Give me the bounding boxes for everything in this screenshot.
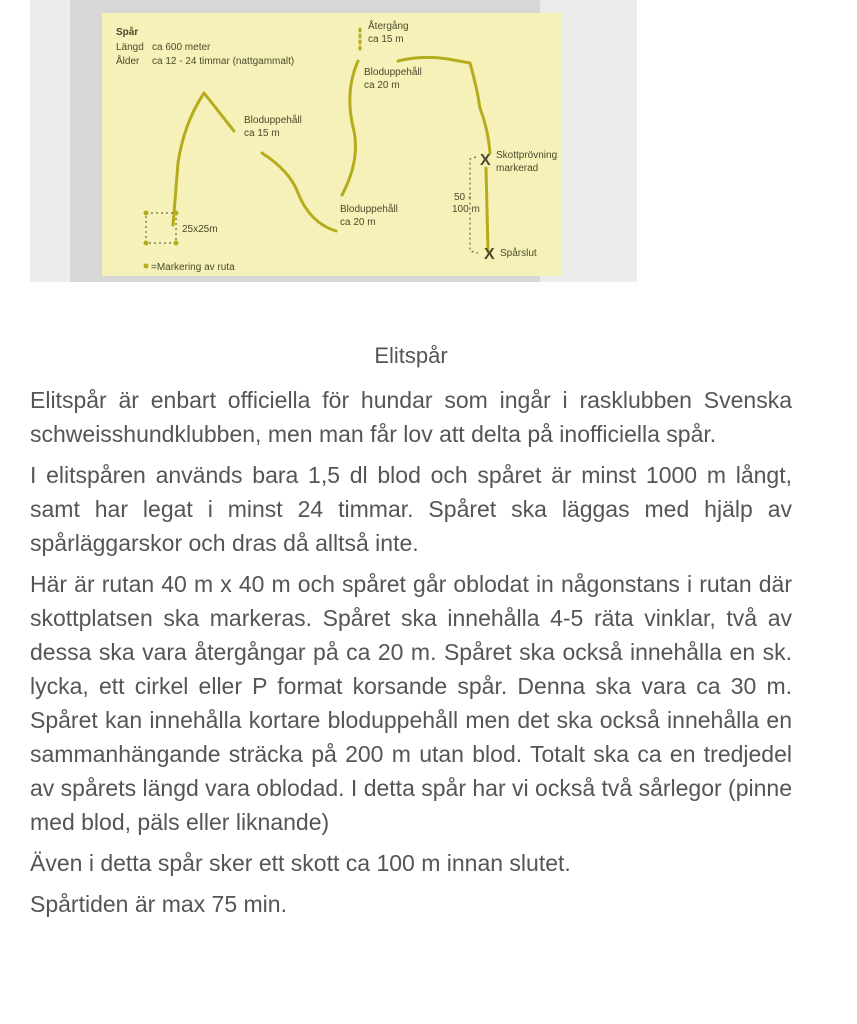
marker-legend-dot xyxy=(144,264,149,269)
paragraph: Här är rutan 40 m x 40 m och spåret går oblodat in någonstans i rutan där skottplatsen ska markeras. Spåret ska innehålla 4-5 räta vinklar, två av dessa ska vara återgångar på ca 20 m. Spåret ska också innehålla en sk. lycka, ett cirkel eller P format korsande spår. Denna ska vara ca 30 m. Spåret kan innehålla kortare bloduppehåll men det ska också innehålla en sammanhängande sträcka på 200 m utan blod. Totalt ska ca en tredjedel av spårets längd vara oblodad. I detta spår har vi också två sårlegor (pinne med blod, päls eller liknande) xyxy=(30,571,792,835)
marker-dot xyxy=(144,241,149,246)
track-map-svg xyxy=(102,13,562,276)
paragraph: I elitspåren används bara 1,5 dl blod och spåret är minst 1000 m långt, samt har legat i minst 24 timmar. Spåret ska läggas med hjälp av spårläggarskor och dras då alltså inte. xyxy=(30,462,792,556)
figure-caption: Elitspår xyxy=(374,343,448,368)
label-bloduppehall-1: Bloduppehåll xyxy=(244,115,302,126)
track-map xyxy=(102,13,562,276)
track-segment-middle xyxy=(262,153,336,231)
marker-legend-label: =Markering av ruta xyxy=(151,262,235,273)
label-bloduppehall-1-dist: ca 15 m xyxy=(244,128,280,139)
article-body xyxy=(30,383,792,928)
label-markerad: markerad xyxy=(496,163,539,174)
label-sparslut: Spårslut xyxy=(500,248,537,259)
x-mark-icon: X xyxy=(480,152,491,169)
marker-dot xyxy=(174,241,179,246)
square-label: 25x25m xyxy=(182,224,218,235)
paragraph: Elitspår är enbart officiella för hundar som ingår i rasklubben Svenska schweisshundklubben, men man får lov att delta på inofficiella spår. xyxy=(30,387,792,447)
track-segment-start xyxy=(173,93,234,225)
label-bloduppehall-2-dist: ca 20 m xyxy=(340,217,376,228)
label-distance-1: 50 - xyxy=(454,192,472,203)
x-mark-icon: X xyxy=(484,246,495,263)
track-segment-loop xyxy=(342,61,358,195)
label-atergang-dist: ca 15 m xyxy=(368,34,404,45)
label-bloduppehall-2: Bloduppehåll xyxy=(340,204,398,215)
label-distance-2: 100 m xyxy=(452,204,480,215)
label-bloduppehall-3: Bloduppehåll xyxy=(364,67,422,78)
label-atergang: Återgång xyxy=(368,21,409,32)
track-segment-end xyxy=(486,168,488,251)
marker-dot xyxy=(174,211,179,216)
legend-age-label: Ålder xyxy=(116,56,140,67)
label-skottprovning: Skottprövning xyxy=(496,150,558,161)
marker-dot xyxy=(144,211,149,216)
marker-square xyxy=(146,213,176,243)
paragraph: Även i detta spår sker ett skott ca 100 m innan slutet. xyxy=(30,850,571,876)
legend-length-label: Längd xyxy=(116,42,144,53)
legend-title: Spår xyxy=(116,27,139,38)
legend-age-value: ca 12 - 24 timmar (nattgammalt) xyxy=(152,56,295,67)
label-bloduppehall-3-dist: ca 20 m xyxy=(364,80,400,91)
paragraph: Spårtiden är max 75 min. xyxy=(30,891,287,917)
legend-length-value: ca 600 meter xyxy=(152,42,211,53)
